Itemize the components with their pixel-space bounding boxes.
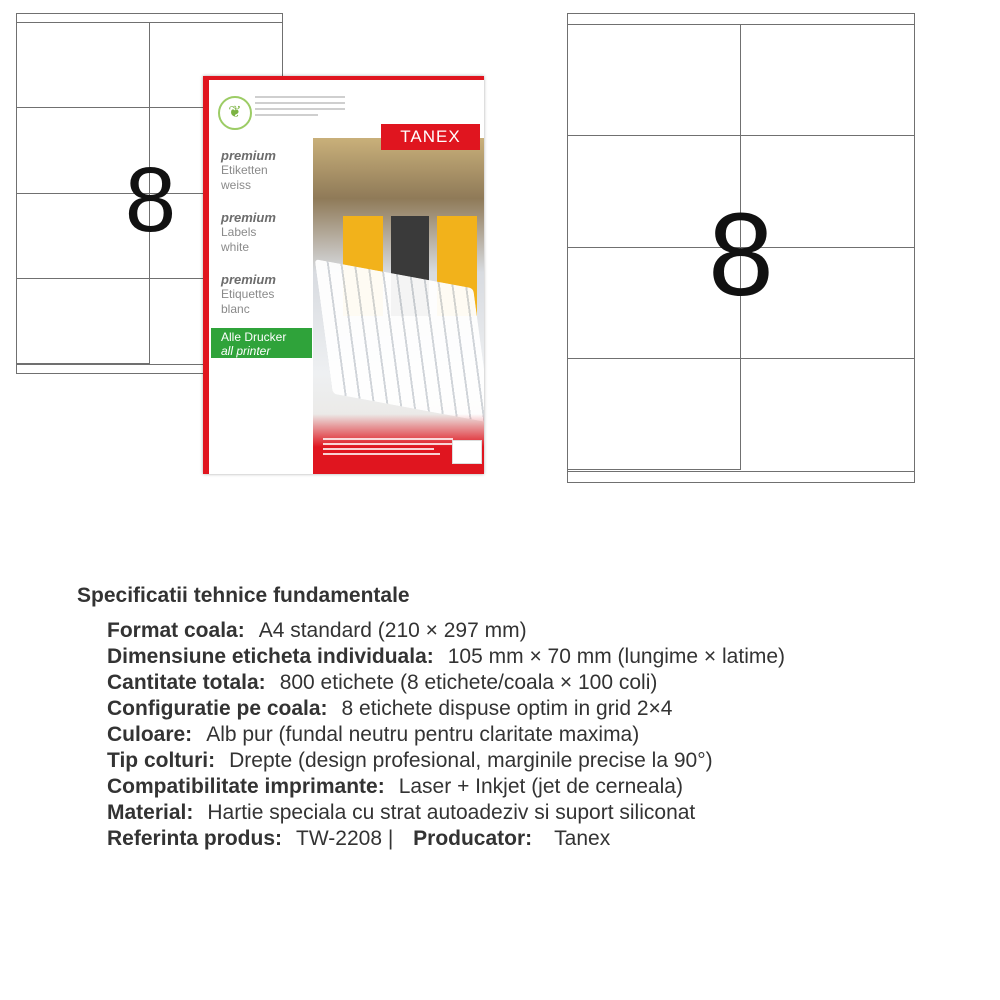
label-cell	[741, 359, 914, 470]
label-sheet-right	[567, 13, 915, 483]
spec-key: Configuratie pe coala:	[107, 697, 328, 720]
spec-key: Cantitate totala:	[107, 671, 266, 694]
reference-value: TW-2208 |	[296, 827, 394, 850]
label-count: 8	[124, 149, 177, 251]
spec-value: 105 mm × 70 mm (lungime × latime)	[447, 645, 786, 668]
label-cell	[741, 25, 914, 136]
spec-row	[107, 644, 785, 670]
sheet-bottom-strip	[568, 471, 914, 472]
spec-key: Tip colturi:	[107, 749, 216, 772]
spec-row	[107, 722, 785, 748]
spec-key: Material:	[107, 801, 194, 824]
printer-badge: Alle Drucker all printer	[211, 328, 312, 358]
label-cell	[568, 25, 741, 136]
reference-key: Referinta produs:	[107, 827, 283, 850]
label-count: 8	[708, 189, 774, 321]
product-text-en: premium Labels white	[221, 210, 276, 254]
fine-print-bottom	[323, 438, 453, 458]
product-package	[203, 76, 484, 474]
eco-fine-print	[255, 96, 345, 120]
brand-logo: TANEX	[381, 124, 480, 150]
product-text-fr: premium Etiquettes blanc	[221, 272, 276, 316]
spec-row	[107, 748, 785, 774]
eco-leaf-icon: ❦	[218, 96, 252, 130]
label-cell	[568, 359, 741, 470]
red-edge	[203, 76, 209, 474]
spec-value: 800 etichete (8 etichete/coala × 100 coli)	[279, 671, 658, 694]
producer-key: Producator:	[413, 827, 533, 850]
spec-row	[107, 670, 785, 696]
spec-row	[107, 618, 785, 644]
specs-list	[107, 618, 785, 852]
spec-row	[107, 696, 785, 722]
product-text-de: premium Etiketten weiss	[221, 148, 276, 192]
spec-key: Format coala:	[107, 619, 245, 642]
sheet-top-strip	[568, 14, 914, 25]
producer-value: Tanex	[554, 827, 611, 850]
spec-row	[107, 800, 785, 826]
spec-key: Compatibilitate imprimante:	[107, 775, 385, 798]
spec-value: Laser + Inkjet (jet de cerneala)	[398, 775, 683, 798]
spec-value: Hartie speciala cu strat autoadeziv si suport siliconat	[207, 801, 696, 824]
spec-key: Dimensiune eticheta individuala:	[107, 645, 434, 668]
sheet-top-strip	[17, 14, 282, 23]
label-cell	[17, 279, 150, 364]
spec-value: Alb pur (fundal neutru pentru claritate maxima)	[206, 723, 640, 746]
label-cell	[17, 23, 150, 108]
spec-value: 8 etichete dispuse optim in grid 2×4	[341, 697, 673, 720]
spec-row-reference	[107, 826, 785, 852]
spec-value: A4 standard (210 × 297 mm)	[258, 619, 527, 642]
spec-value: Drepte (design profesional, marginile precise la 90°)	[229, 749, 713, 772]
specs-title: Specificatii tehnice fundamentale	[77, 584, 410, 607]
spec-row	[107, 774, 785, 800]
spec-key: Culoare:	[107, 723, 193, 746]
office-icon	[452, 440, 482, 464]
